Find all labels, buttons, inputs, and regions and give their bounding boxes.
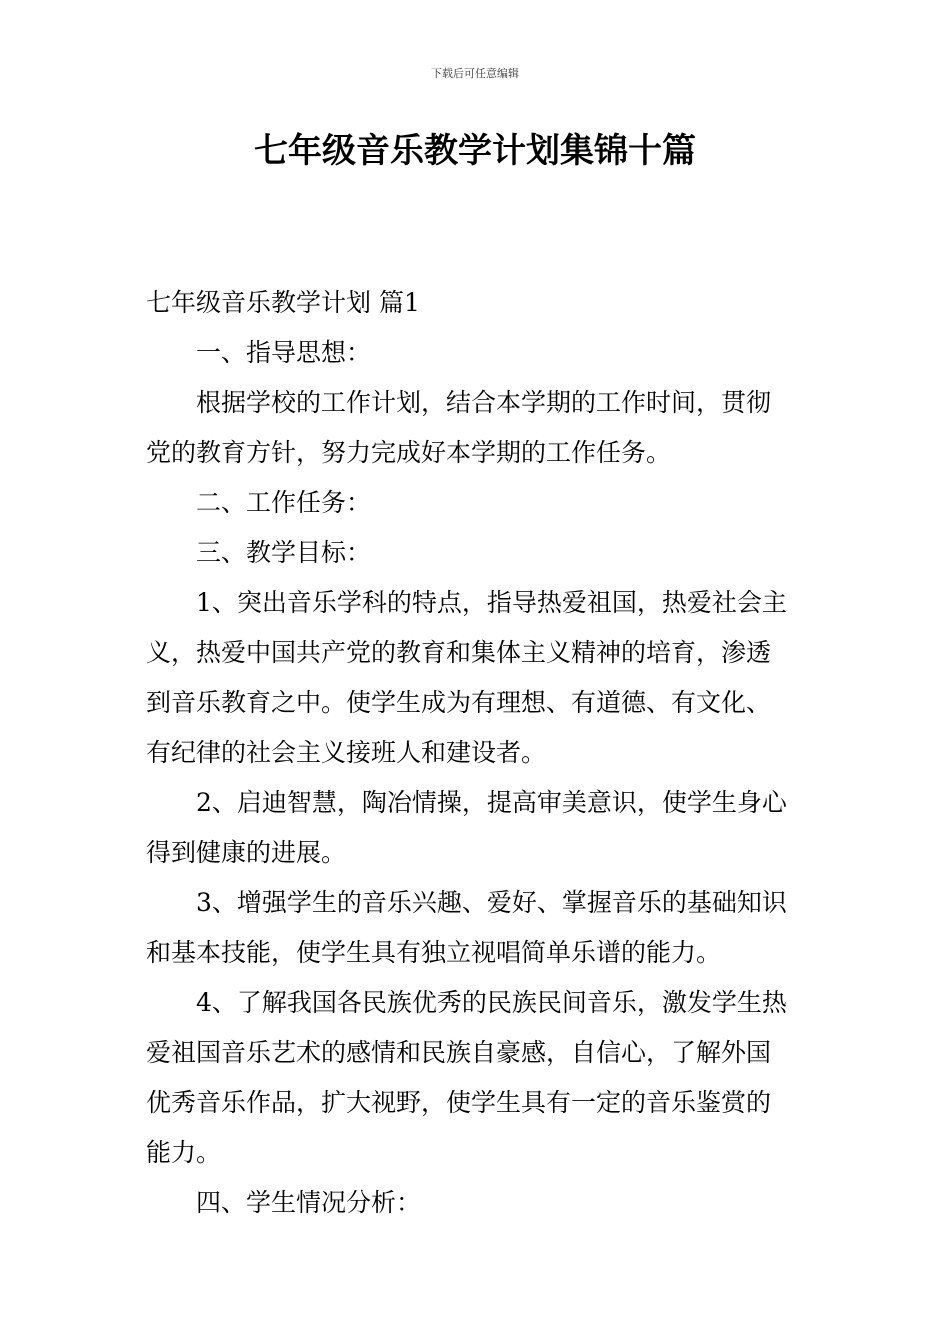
- text-line: 有纪律的社会主义接班人和建设者。: [146, 738, 547, 767]
- text-line: 得到健康的进展。: [146, 838, 347, 867]
- text-line: 爱祖国音乐艺术的感情和民族自豪感，自信心，了解外国: [146, 1038, 772, 1067]
- text-line: 三、教学目标：: [196, 538, 372, 567]
- text-line: 二、工作任务：: [196, 488, 372, 517]
- text-line: 能力。: [146, 1138, 222, 1167]
- document-title: 七年级音乐教学计划集锦十篇: [254, 131, 696, 171]
- text-line: 七年级音乐教学计划 篇1: [146, 288, 420, 317]
- text-line: 2、启迪智慧，陶冶情操，提高审美意识，使学生身心: [196, 788, 787, 817]
- document-body: [146, 278, 808, 1228]
- text-line: 根据学校的工作计划，结合本学期的工作时间，贯彻: [196, 388, 772, 417]
- text-line: 到音乐教育之中。使学生成为有理想、有道德、有文化、: [146, 688, 772, 717]
- text-line: 1、突出音乐学科的特点，指导热爱祖国，热爱社会主: [196, 588, 787, 617]
- text-line: 一、指导思想：: [196, 338, 372, 367]
- text-line: 党的教育方针，努力完成好本学期的工作任务。: [146, 438, 672, 467]
- text-line: 3、增强学生的音乐兴趣、爱好、掌握音乐的基础知识: [196, 888, 787, 917]
- text-line: 优秀音乐作品，扩大视野，使学生具有一定的音乐鉴赏的: [146, 1088, 772, 1117]
- text-line: 义，热爱中国共产党的教育和集体主义精神的培育，渗透: [146, 638, 772, 667]
- text-line: 4、了解我国各民族优秀的民族民间音乐，激发学生热: [196, 988, 787, 1017]
- page-header-note: 下载后可任意编辑: [431, 67, 519, 80]
- text-line: 四、学生情况分析：: [196, 1188, 422, 1217]
- text-line: 和基本技能，使学生具有独立视唱简单乐谱的能力。: [146, 938, 722, 967]
